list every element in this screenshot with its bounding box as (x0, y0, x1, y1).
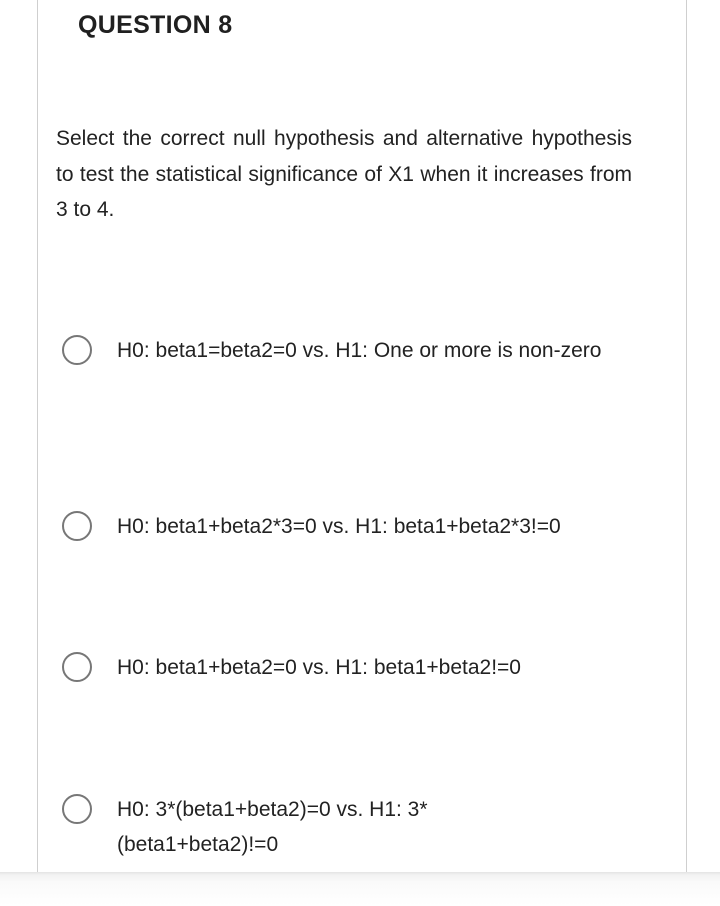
answer-option-label: H0: beta1+beta2=0 vs. H1: beta1+beta2!=0 (117, 656, 521, 679)
answer-option-1[interactable] (62, 333, 622, 403)
answer-option-label: H0: beta1=beta2=0 vs. H1: One or more is non-zero (117, 339, 602, 362)
answer-option-label: H0: 3*(beta1+beta2)=0 vs. H1: 3*(beta1+beta2)!=0 (117, 798, 428, 856)
radio-button-4[interactable] (62, 794, 92, 824)
radio-button-3[interactable] (62, 652, 92, 682)
question-title: QUESTION 8 (78, 11, 233, 39)
radio-button-2[interactable] (62, 511, 92, 541)
card-bottom-shadow (0, 872, 720, 906)
answer-option-label: H0: beta1+beta2*3=0 vs. H1: beta1+beta2*3!=0 (117, 515, 561, 538)
answer-option-2[interactable] (62, 509, 622, 545)
answer-option-4[interactable] (62, 792, 622, 862)
answer-option-3[interactable] (62, 650, 622, 686)
radio-button-1[interactable] (62, 335, 92, 365)
question-text: Select the correct null hypothesis and alternative hypothesis to test the statistical significance of X1 when it increases from 3 to 4. (56, 127, 632, 221)
